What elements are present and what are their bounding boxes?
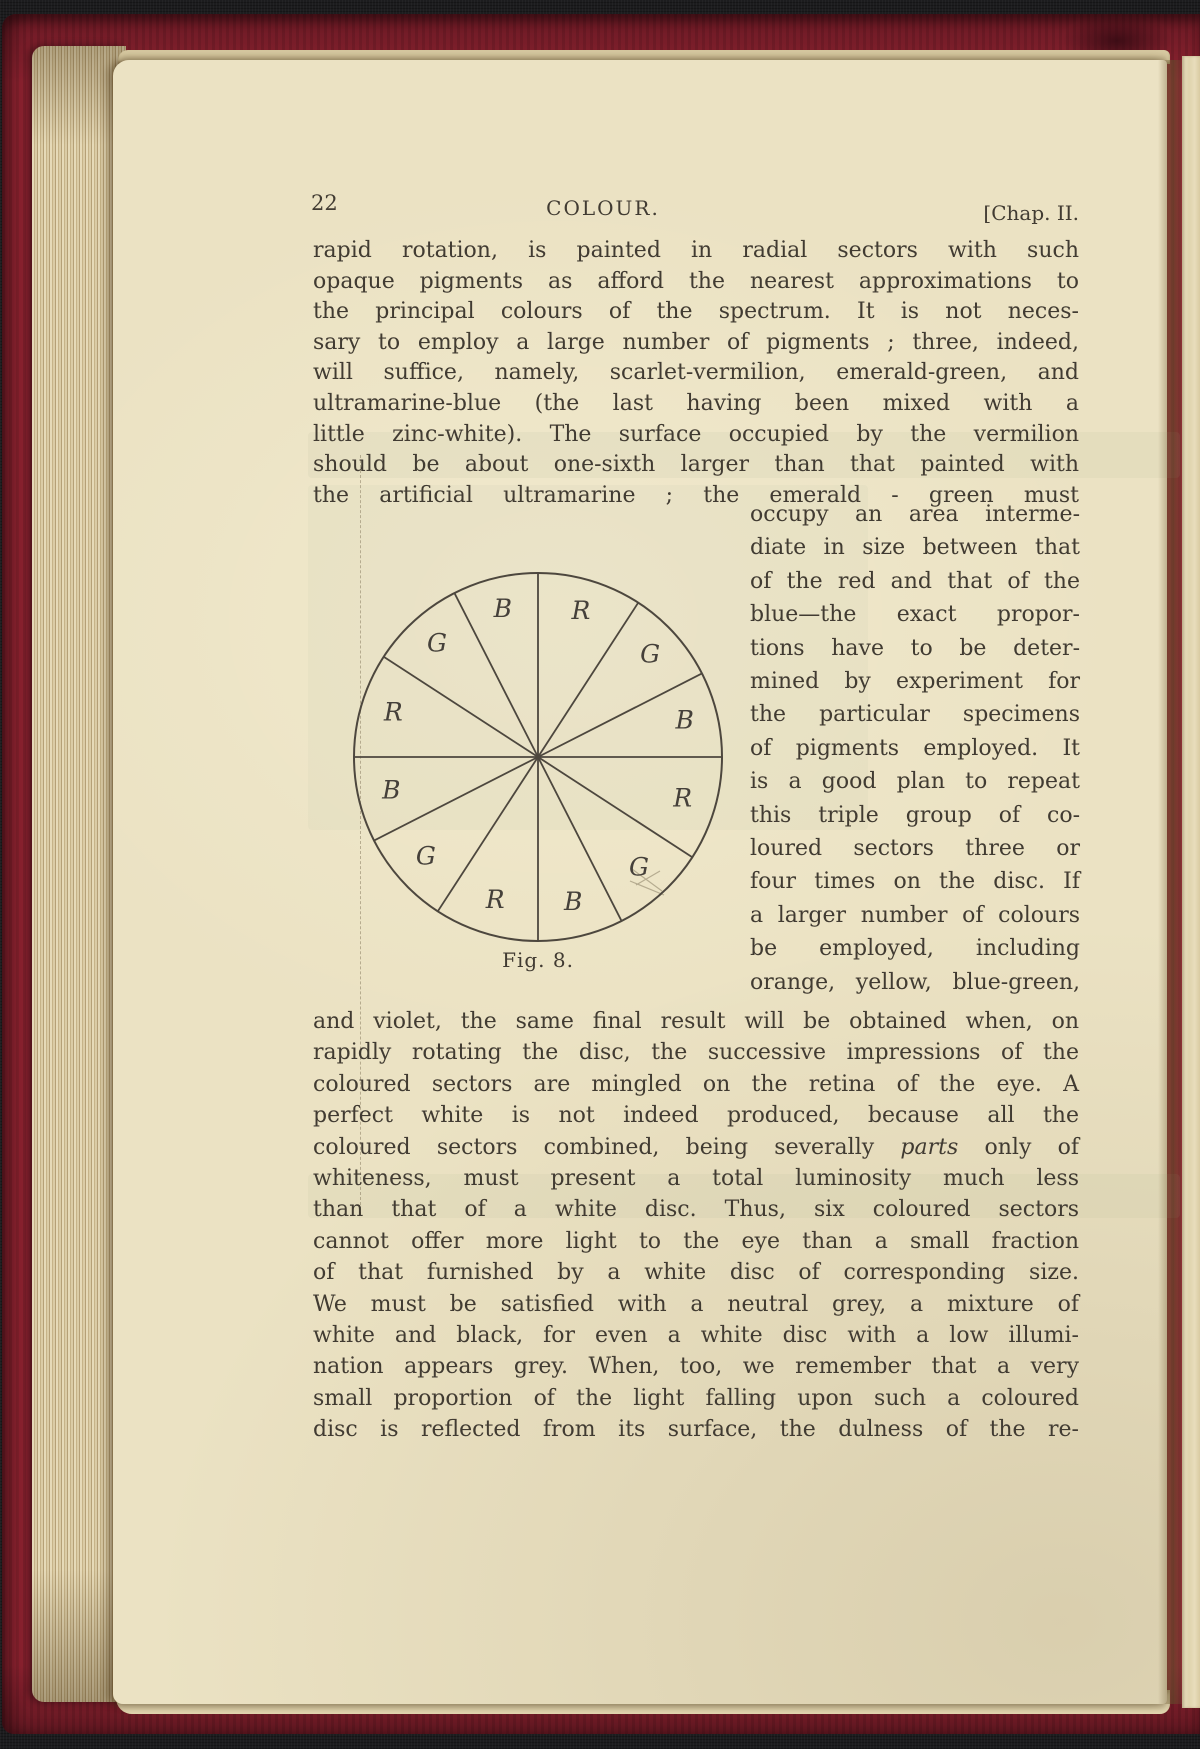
body-line: little zinc-white). The surface occupied by the vermilion: [313, 421, 1079, 447]
sector-label: B: [382, 775, 401, 805]
body-line: nation appears grey. When, too, we remember that a very: [313, 1354, 1079, 1380]
body-line: ultramarine-blue (the last having been mixed with a: [313, 390, 1079, 416]
chapter-header: [Chap. II.: [983, 201, 1079, 225]
body-line: four times on the disc. If: [750, 869, 1080, 895]
italic-word: parts: [900, 1134, 959, 1160]
page-edge-stack: [32, 46, 126, 1702]
body-line: of that furnished by a white disc of corresponding size.: [313, 1260, 1079, 1286]
paragraph-top: [313, 236, 1079, 511]
colour-disc-figure: [350, 569, 726, 945]
body-line: sary to employ a large number of pigments ; three, indeed,: [313, 329, 1079, 355]
body-line: cannot offer more light to the eye than a small fraction: [313, 1228, 1079, 1254]
sector-label: R: [485, 885, 505, 915]
body-line: is a good plan to repeat: [750, 769, 1080, 795]
page-number: 22: [311, 191, 338, 215]
body-line: small proportion of the light falling upon such a coloured: [313, 1385, 1079, 1411]
sector-label: G: [427, 628, 448, 658]
body-line: coloured sectors are mingled on the retina of the eye. A: [313, 1071, 1079, 1097]
body-line: should be about one-sixth larger than that painted with: [313, 452, 1079, 478]
sector-label: G: [628, 852, 649, 882]
body-line: white and black, for even a white disc with a low illumi-: [313, 1323, 1079, 1349]
body-line: loured sectors three or: [750, 836, 1080, 862]
sector-label: R: [571, 595, 591, 625]
body-line: disc is reflected from its surface, the dulness of the re-: [313, 1417, 1079, 1443]
body-line: whiteness, must present a total luminosity much less: [313, 1166, 1079, 1192]
body-line: perfect white is not indeed produced, because all the: [313, 1103, 1079, 1129]
body-line: coloured sectors combined, being severally parts only of: [313, 1134, 1079, 1160]
gutter-shadow: [1158, 60, 1182, 1704]
body-line: this triple group of co-: [750, 802, 1080, 828]
facing-page-edge: [1182, 56, 1200, 1708]
body-line: be employed, including: [750, 936, 1080, 962]
body-line: the artificial ultramarine ; the emerald - green must: [313, 482, 1079, 508]
body-line: of pigments employed. It: [750, 735, 1080, 761]
body-line: mined by experiment for: [750, 669, 1080, 695]
book-page: [113, 60, 1167, 1704]
sector-label: B: [564, 887, 583, 917]
sector-label: R: [673, 783, 693, 813]
sector-label: G: [640, 639, 661, 669]
body-line: blue—the exact propor-: [750, 602, 1080, 628]
body-line: diate in size between that: [750, 535, 1080, 561]
sector-divider: [538, 603, 638, 757]
sector-label: B: [493, 593, 512, 623]
body-line: than that of a white disc. Thus, six coloured sectors: [313, 1197, 1079, 1223]
paragraph-right-column: [750, 498, 1080, 999]
sector-label: G: [415, 841, 436, 871]
sector-label: R: [383, 697, 403, 727]
body-line: rapid rotation, is painted in radial sectors with such: [313, 238, 1079, 263]
body-line: will suffice, namely, scarlet-vermilion, emerald-green, and: [313, 360, 1079, 386]
body-line: and violet, the same final result will be obtained when, on: [313, 1009, 1079, 1034]
sector-divider: [538, 757, 692, 857]
body-line: the particular specimens: [750, 702, 1080, 728]
body-line: of the red and that of the: [750, 568, 1080, 594]
sector-divider: [384, 657, 538, 757]
body-line: opaque pigments as afford the nearest approximations to: [313, 268, 1079, 294]
body-line: rapidly rotating the disc, the successive impressions of the: [313, 1040, 1079, 1066]
figure-caption: Fig. 8.: [502, 948, 574, 972]
running-title: COLOUR.: [546, 196, 660, 220]
body-line: the principal colours of the spectrum. It is not neces-: [313, 299, 1079, 325]
sector-label: B: [675, 705, 694, 735]
body-line: orange, yellow, blue-green,: [750, 969, 1080, 995]
body-line: tions have to be deter-: [750, 635, 1080, 661]
paragraph-bottom: [313, 1006, 1079, 1446]
body-line: We must be satisfied with a neutral grey, a mixture of: [313, 1291, 1079, 1317]
body-line: occupy an area interme-: [750, 502, 1080, 527]
body-line: a larger number of colours: [750, 902, 1080, 928]
